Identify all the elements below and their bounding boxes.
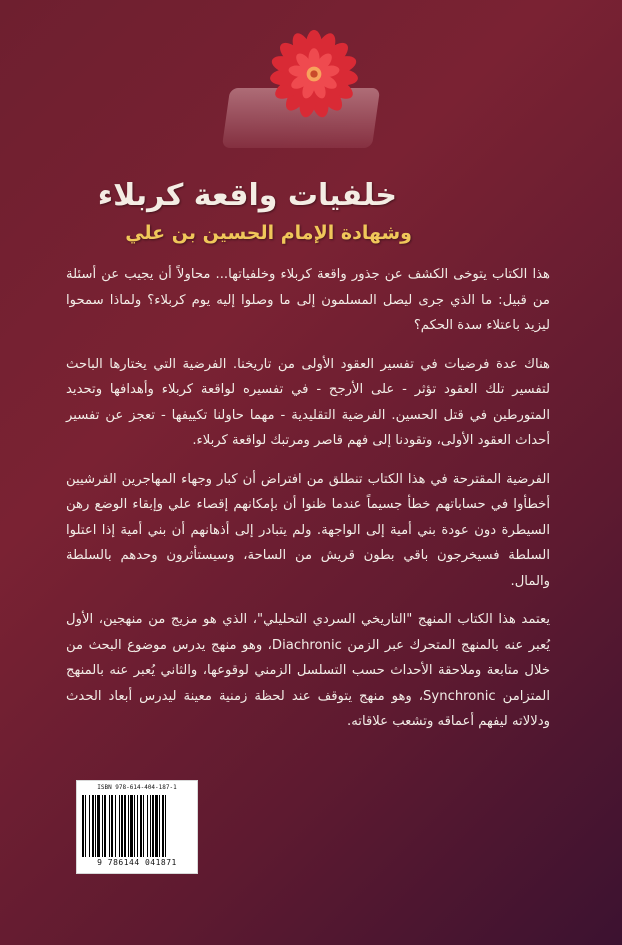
book-subtitle: وشهادة الإمام الحسين بن علي bbox=[125, 222, 412, 244]
book-title: خلفيات واقعة كربلاء bbox=[97, 178, 397, 213]
red-flower-icon bbox=[268, 28, 360, 120]
isbn-digits: 9 786144 041871 bbox=[97, 858, 177, 867]
isbn-barcode bbox=[76, 780, 198, 874]
isbn-label: ISBN 978-614-404-187-1 bbox=[97, 784, 177, 791]
blurb-paragraph: هناك عدة فرضيات في تفسير العقود الأولى من تاريخنا. الفرضية التي يختارها الباحث لتفسير تلك العقود تؤثر - على الأرجح - في تفسيره لواقعة كربلاء وأهدافها وتحديد المتورطين في قتل الحسين. الفرضية التقليدية - مهما حاولنا تكييفها - تعجز عن تفسير أحداث العقود الأولى، وتقودنا إلى فهم قاصر ومرتبك لواقعة كربلاء. bbox=[66, 356, 550, 448]
blurb-paragraph: هذا الكتاب يتوخى الكشف عن جذور واقعة كربلاء وخلفياتها... محاولاً أن يجيب عن أسئلة من قبيل: ما الذي جرى ليصل المسلمون إلى ما وصلوا إليه يوم كربلاء؟ ولماذا سمحوا ليزيد باعتلاء سدة الحكم؟ bbox=[66, 267, 550, 333]
barcode-bars bbox=[82, 795, 192, 857]
blurb-paragraph: الفرضية المقترحة في هذا الكتاب تنطلق من افتراض أن كبار وجهاء المهاجرين القرشيين أخطأوا في حساباتهم خطأ جسيماً عندما ظنوا أن بإمكانهم إقصاء علي وإبقاء الوضع رهن السيطرة دون عودة بني أمية إلى الواجهة. ولم يتبادر إلى أذهانهم أن بني أمية إذا اعتلوا السلطة فسيخرجون باقي بطون قريش من الساحة، وسيستأثرون وحدهم بالسلطة والمال. bbox=[66, 471, 550, 589]
blurb-text bbox=[66, 262, 550, 748]
blurb-paragraph: يعتمد هذا الكتاب المنهج "التاريخي السردي التحليلي"، الذي هو مزيج من منهجين، الأول يُعبر عنه بالمنهج المتحرك عبر الزمن Diachronic، وهو منهج يدرس موضوع البحث من خلال متابعة وملاحقة الأحداث حسب التسلسل الزمني لوقوعها، والثاني يُعبر عنه بالمنهج المتزامن Synchronic، وهو منهج يتوقف عند لحظة زمنية معينة ليدرس أبعاد الحدث ودلالاته ليفهم أعماقه وتشعب علاقاته. bbox=[66, 612, 550, 729]
